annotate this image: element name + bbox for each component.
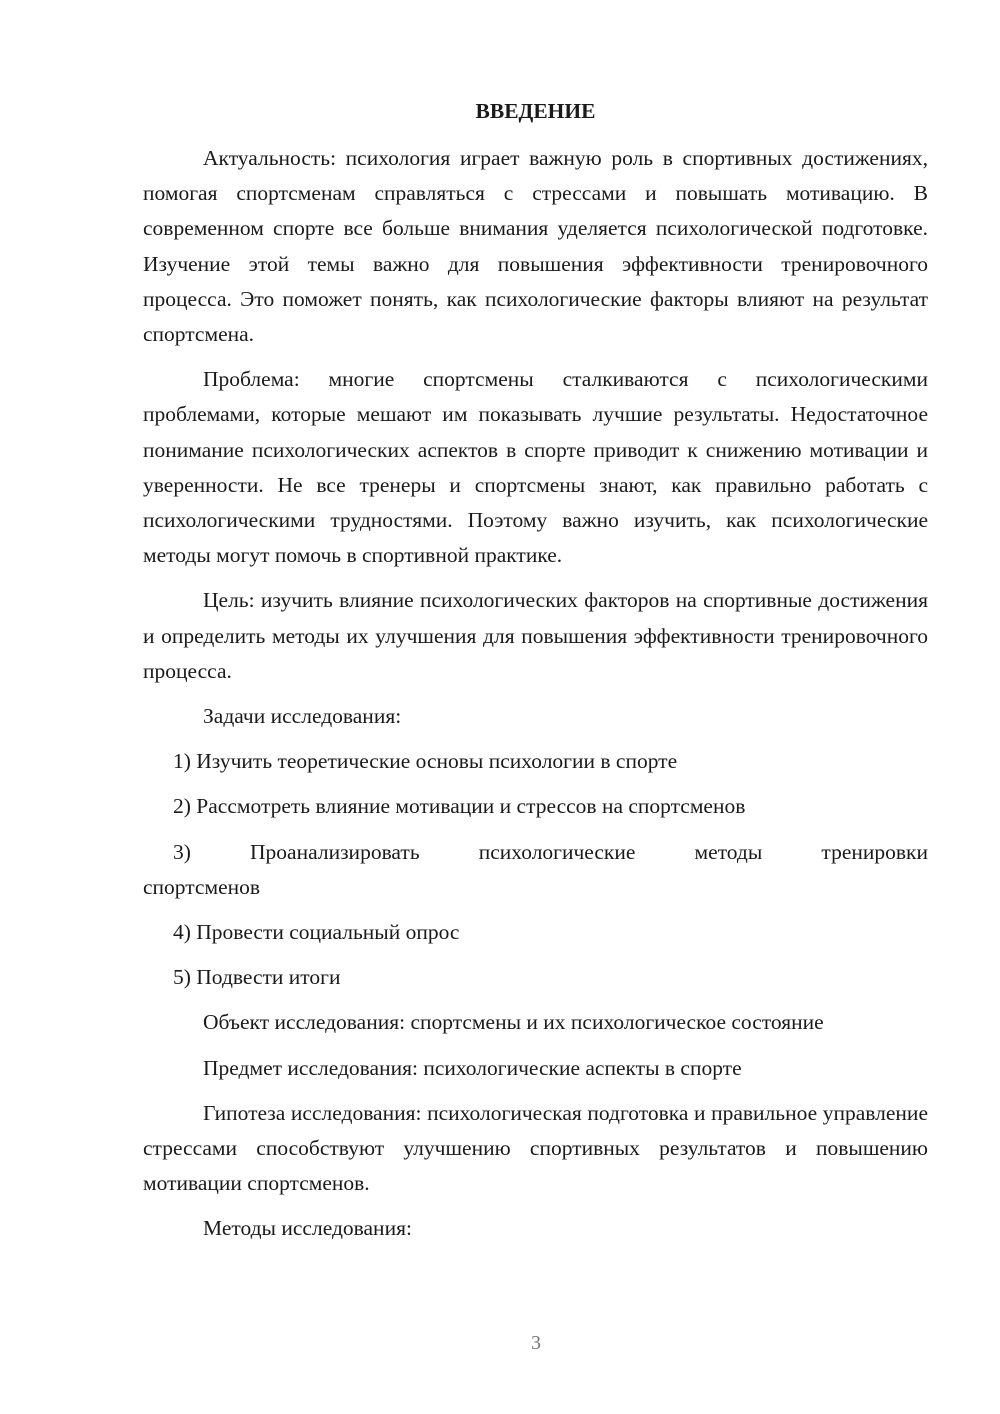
document-body bbox=[143, 94, 928, 1257]
subject-paragraph: Предмет исследования: психологические аспекты в спорте bbox=[203, 1055, 742, 1080]
page-number: 3 bbox=[531, 1332, 541, 1354]
task-item-3: 3) Проанализировать психологические методы тренировки спортсменов bbox=[143, 839, 928, 899]
section-title: ВВЕДЕНИЕ bbox=[475, 99, 596, 123]
task-item-5: 5) Подвести итоги bbox=[173, 965, 341, 990]
object-paragraph: Объект исследования: спортсмены и их психологическое состояние bbox=[203, 1010, 824, 1035]
tasks-heading: Задачи исследования: bbox=[203, 704, 402, 729]
task-item-4: 4) Провести социальный опрос bbox=[173, 920, 460, 945]
task-item-1: 1) Изучить теоретические основы психологии в спорте bbox=[173, 749, 678, 774]
goal-paragraph: Цель: изучить влияние психологических факторов на спортивные достижения и определить методы их улучшения для повышения эффективности тренировочного процесса. bbox=[143, 588, 928, 683]
methods-heading: Методы исследования: bbox=[203, 1216, 412, 1241]
relevance-paragraph: Актуальность: психология играет важную роль в спортивных достижениях, помогая спортсменам справляться с стрессами и повышать мотивацию. В современном спорте все больше внимания уделяется психологической подготовке. Изучение этой темы важно для повышения эффективности тренировочного процесса. Это поможет понять, как психологические факторы влияют на результат спортсмена. bbox=[143, 146, 928, 347]
task-item-2: 2) Рассмотреть влияние мотивации и стрессов на спортсменов bbox=[173, 794, 746, 819]
problem-paragraph: Проблема: многие спортсмены сталкиваются с психологическими проблемами, которые мешают им показывать лучшие результаты. Недостаточное понимание психологических аспектов в спорте приводит к снижению мотивации и уверенности. Не все тренеры и спортсмены знают, как правильно работать с психологическими трудностями. Поэтому важно изучить, как психологические методы могут помочь в спортивной практике. bbox=[143, 367, 928, 568]
hypothesis-paragraph: Гипотеза исследования: психологическая подготовка и правильное управление стрессами способствуют улучшению спортивных результатов и повышению мотивации спортсменов. bbox=[143, 1100, 928, 1196]
